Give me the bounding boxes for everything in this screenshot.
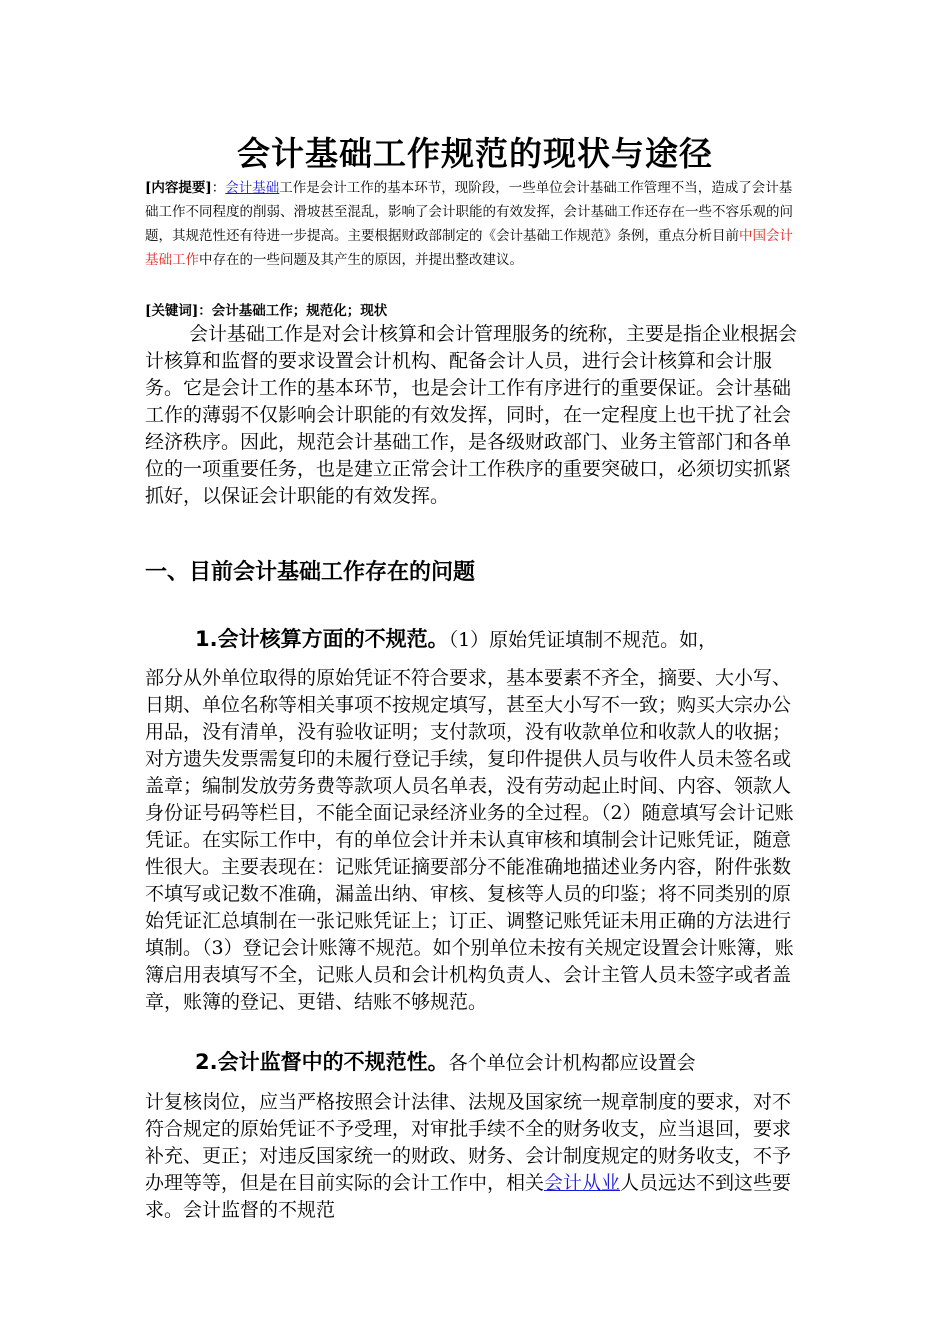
subsection-2-lead-text: 各个单位会计机构都应设置会 <box>448 1052 696 1074</box>
subsection-2-body-a: 计复核岗位，应当严格按照会计法律、法规及国家统一规章制度的要求，对不符合规定的原始凭证不予受理，对审批手续不全的财务收支，应当退回，要求补充、更正；对违反国家统一的财政、财务、会计制度规定的财务收支，不予办理等等，但是在目前实际的会计工作中，相关 <box>145 1091 792 1194</box>
intro-paragraph: 会计基础工作是对会计核算和会计管理服务的统称，主要是指企业根据会计核算和监督的要求设置会计机构、配备会计人员，进行会计核算和会计服务。它是会计工作的基本环节，也是会计工作有序进行的重要保证。会计基础工作的薄弱不仅影响会计职能的有效发挥，同时，在一定程度上也干扰了社会经济秩序。因此，规范会计基础工作，是各级财政部门、业务主管部门和各单位的一项重要任务，也是建立正常会计工作秩序的重要突破口，必须切实抓紧抓好，以保证会计职能的有效发挥。 <box>145 323 798 507</box>
subsection-1-body: 部分从外单位取得的原始凭证不符合要求，基本要素不齐全，摘要、大小写、日期、单位名称等相关事项不按规定填写，甚至大小写不一致；购买大宗办公用品，没有清单，没有验收证明；支付款项，没有收款单位和收款人的收据；对方遗失发票需复印的未履行登记手续，复印件提供人员与收件人员未签名或盖章；编制发放劳务费等款项人员名单表，没有劳动起止时间、内容、领款人身份证号码等栏目，不能全面记录经济业务的全过程。（2）随意填写会计记账凭证。在实际工作中，有的单位会计并未认真审核和填制会计记账凭证，随意性很大。主要表现在：记账凭证摘要部分不能准确地描述业务内容，附件张数不填写或记数不准确，漏盖出纳、审核、复核等人员的印鉴；将不同类别的原始凭证汇总填制在一张记账凭证上；订正、调整记账凭证未用正确的方法进行填制。（3）登记会计账簿不规范。如个别单位未按有关规定设置会计账簿，账簿启用表填写不全，记账人员和会计机构负责人、会计主管人员未签字或者盖章，账簿的登记、更错、结账不够规范。 <box>145 667 794 1013</box>
section-heading: 一、目前会计基础工作存在的问题 <box>145 560 476 585</box>
abstract-red-text[interactable]: 中国会计基础工作 <box>145 228 793 268</box>
subsection-1-lead <box>195 624 815 655</box>
abstract-text-a: 工作是会计工作的基本环节，现阶段，一些单位会计基础工作管理不当，造成了会计基础工作不同程度的削弱、滑坡甚至混乱，影响了会计职能的有效发挥，会计基础工作还存在一些不容乐观的问题，其规范性还有待进一步提高。主要根据财政部制定的《会计基础工作规范》条例，重点分析目前 <box>145 180 793 244</box>
subsection-1-heading: 1.会计核算方面的不规范。 <box>195 627 449 651</box>
abstract-link[interactable]: 会计基础 <box>225 180 280 196</box>
subsection-2-body <box>145 1089 805 1224</box>
subsection-2-body-b: 人员远达不到这些要求。会计监督的不规范 <box>145 1172 792 1221</box>
abstract-colon: ： <box>211 180 226 196</box>
document-title: 会计基础工作规范的现状与途径 <box>237 134 713 173</box>
abstract-text-b: 中存在的一些问题及其产生的原因，并提出整改建议。 <box>199 252 523 268</box>
accounting-practitioner-link[interactable]: 会计从业 <box>544 1172 621 1194</box>
subsection-2-lead <box>195 1047 815 1078</box>
keywords-line: [关键词]：会计基础工作；规范化；现状 <box>145 303 388 319</box>
subsection-2-heading: 2.会计监督中的不规范性。 <box>195 1050 449 1074</box>
abstract-tag: [内容提要] <box>145 180 212 196</box>
subsection-1-lead-text: （1）原始凭证填制不规范。如， <box>448 629 718 651</box>
abstract-paragraph <box>145 176 805 272</box>
